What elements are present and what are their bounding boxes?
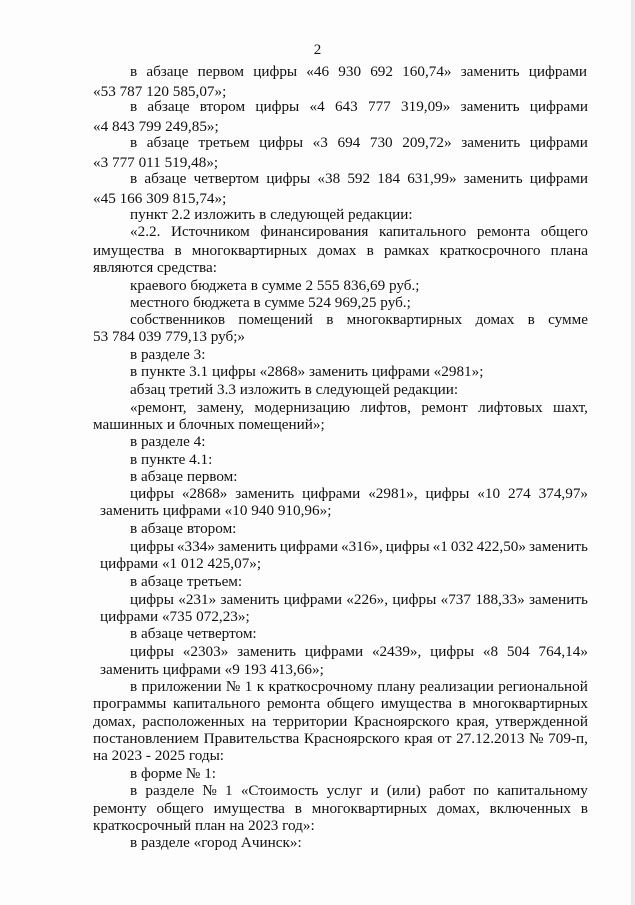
text-line: в разделе № 1 «Стоимость услуг и (или) работ по капитальному: [130, 782, 588, 799]
text-line: 53 784 039 779,13 руб;»: [93, 328, 246, 345]
text-line: программы капитального ремонта общего имущества в многоквартирных: [93, 695, 588, 712]
text-line: в абзаце втором:: [130, 520, 237, 537]
text-line: домах, расположенных на территории Красноярского края, утвержденной: [93, 713, 588, 730]
text-line: абзац третий 3.3 изложить в следующей редакции:: [130, 381, 459, 398]
text-line: «3 777 011 519,48»;: [93, 154, 219, 171]
text-line: в абзаце первом цифры «46 930 692 160,74» заменить цифрами: [130, 63, 587, 80]
text-line: в абзаце четвертом цифры «38 592 184 631,99» заменить цифрами: [130, 170, 588, 187]
text-line: цифрами «735 072,23»;: [100, 608, 250, 625]
text-line: в разделе 3:: [130, 346, 206, 363]
text-line: краткосрочный план на 2023 год»:: [93, 817, 315, 834]
text-line: цифры «2303» заменить цифрами «2439», цифры «8 504 764,14»: [130, 643, 588, 660]
text-line: на 2023 - 2025 годы:: [93, 747, 225, 764]
text-line: в пункте 3.1 цифры «2868» заменить цифрами «2981»;: [130, 363, 484, 380]
text-line: в форме № 1:: [130, 765, 217, 782]
text-line: в пункте 4.1:: [130, 451, 213, 468]
text-line: в абзаце четвертом:: [130, 625, 257, 642]
text-line: в абзаце первом:: [130, 468, 238, 485]
text-line: в абзаце третьем:: [130, 573, 243, 590]
text-line: машинных и блочных помещений»;: [93, 416, 325, 433]
text-line: цифры «2868» заменить цифрами «2981», цифры «10 274 374,97»: [130, 485, 588, 502]
text-line: местного бюджета в сумме 524 969,25 руб.;: [130, 294, 411, 311]
text-line: цифрами «1 012 425,07»;: [100, 555, 262, 572]
text-line: в абзаце третьем цифры «3 694 730 209,72» заменить цифрами: [130, 134, 588, 151]
text-line: пункт 2.2 изложить в следующей редакции:: [130, 206, 413, 223]
text-line: «2.2. Источником финансирования капитального ремонта общего: [130, 223, 588, 240]
text-line: ремонту общего имущества в многоквартирных домах, включенных в: [93, 800, 588, 817]
text-line: являются средства:: [93, 259, 217, 276]
text-line: в разделе 4:: [130, 433, 206, 450]
text-line: цифры «231» заменить цифрами «226», цифры «737 188,33» заменить: [130, 591, 588, 608]
text-line: цифры «334» заменить цифрами «316», цифры «1 032 422,50» заменить: [130, 538, 588, 555]
text-line: «53 787 120 585,07»;: [93, 83, 227, 100]
text-line: собственников помещений в многоквартирных домах в сумме: [130, 311, 588, 328]
text-line: «45 166 309 815,74»;: [93, 190, 227, 207]
text-line: заменить цифрами «10 940 910,96»;: [100, 502, 332, 519]
text-line: имущества в многоквартирных домах в рамках краткосрочного плана: [93, 242, 588, 259]
text-line: в разделе «город Ачинск»:: [130, 834, 302, 851]
text-line: постановлением Правительства Красноярского края от 27.12.2013 № 709-п,: [93, 730, 588, 747]
text-line: «ремонт, замену, модернизацию лифтов, ремонт лифтовых шахт,: [130, 399, 588, 416]
page-number: 2: [313, 42, 322, 58]
text-line: краевого бюджета в сумме 2 555 836,69 руб.;: [130, 277, 420, 294]
text-line: заменить цифрами «9 193 413,66»;: [100, 661, 324, 678]
text-line: в абзаце втором цифры «4 643 777 319,09» заменить цифрами: [130, 98, 588, 115]
text-line: в приложении № 1 к краткосрочному плану реализации региональной: [130, 678, 588, 695]
page-edge-shadow: [631, 0, 635, 905]
text-line: «4 843 799 249,85»;: [93, 118, 219, 135]
